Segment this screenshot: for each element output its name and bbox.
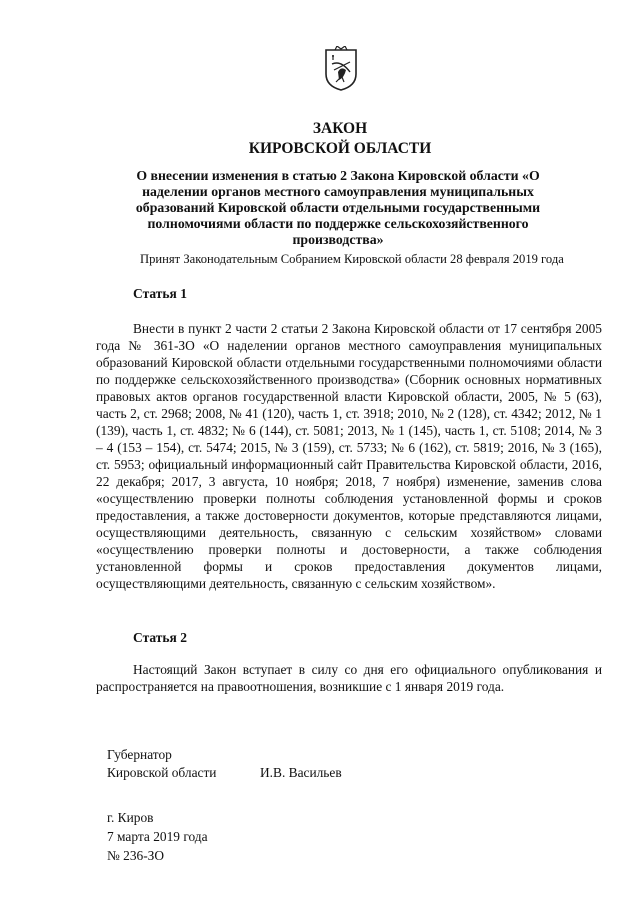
article-2-heading: Статья 2 [133, 630, 187, 645]
adoption-note: Принят Законодательным Собранием Кировской области 28 февраля 2019 года [140, 252, 564, 266]
document-footer [107, 808, 208, 865]
article-1-text: Внести в пункт 2 части 2 статьи 2 Закона Кировской области от 17 сентября 2005 года № 361-ЗО «О наделении органов местного самоуправления муниципальных образований Кировской области отдельными государственными полномочиями области по поддержке сельскохозяйственного производства» (Сборник основных нормативных правовых актов органов государственной власти Кировской области, 2005, № 5 (63), часть 2, ст. 2968; 2008, № 41 (120), часть 1, ст. 3918; 2010, № 2 (128), ст. 4342; 2012, № 1 (139), часть 1, ст. 4832; № 6 (144), ст. 5081; 2013, № 1 (145), часть 1, ст. 5108; 2014, № 3 – 4 (153 – 154), ст. 5474; 2015, № 3 (159), ст. 5733; № 6 (162), ст. 5819; 2016, № 3 (165), ст. 5953; официальный информационный сайт Правительства Кировской области, 2016, 22 декабря; 2017, 3 августа, 10 ноября; 2018, 7 ноября) изменение, заменив слова «осуществлению проверки полноты соблюдения установленной формы и сроков предоставления, а также достоверности документов, которые представляются лицами, осуществляющими деятельность, связанную с сельским хозяйством» словами «осуществлению проверки полноты и достоверности, а также соблюдения установленной формы и сроков предоставления документов лицами, осуществляющими деятельность, связанную с сельским хозяйством». [96, 321, 602, 591]
signatory-position-line2: Кировской области [107, 765, 217, 780]
document-issuer-title: КИРОВСКОЙ ОБЛАСТИ [248, 140, 432, 157]
signatory-name: И.В. Васильев [260, 765, 342, 780]
article-2-text: Настоящий Закон вступает в силу со дня его официального опубликования и распространяется на правоотношения, возникшие с 1 января 2019 года. [96, 662, 602, 694]
signing-city: г. Киров [107, 810, 154, 825]
article-1-heading: Статья 1 [133, 286, 187, 301]
law-number: № 236-ЗО [107, 848, 165, 863]
law-subtitle: О внесении изменения в статью 2 Закона Кировской области «О наделении органов местного самоуправления муниципальных образований Кировской области отдельными государственными полномочиями области по поддержке сельскохозяйственного производства» [135, 168, 541, 247]
kirov-coat-of-arms-icon [324, 46, 358, 92]
document-type-title: ЗАКОН [312, 120, 368, 137]
signing-date: 7 марта 2019 года [107, 829, 208, 844]
signatory-position-line1: Губернатор [107, 747, 172, 762]
signatory-position [107, 746, 216, 782]
